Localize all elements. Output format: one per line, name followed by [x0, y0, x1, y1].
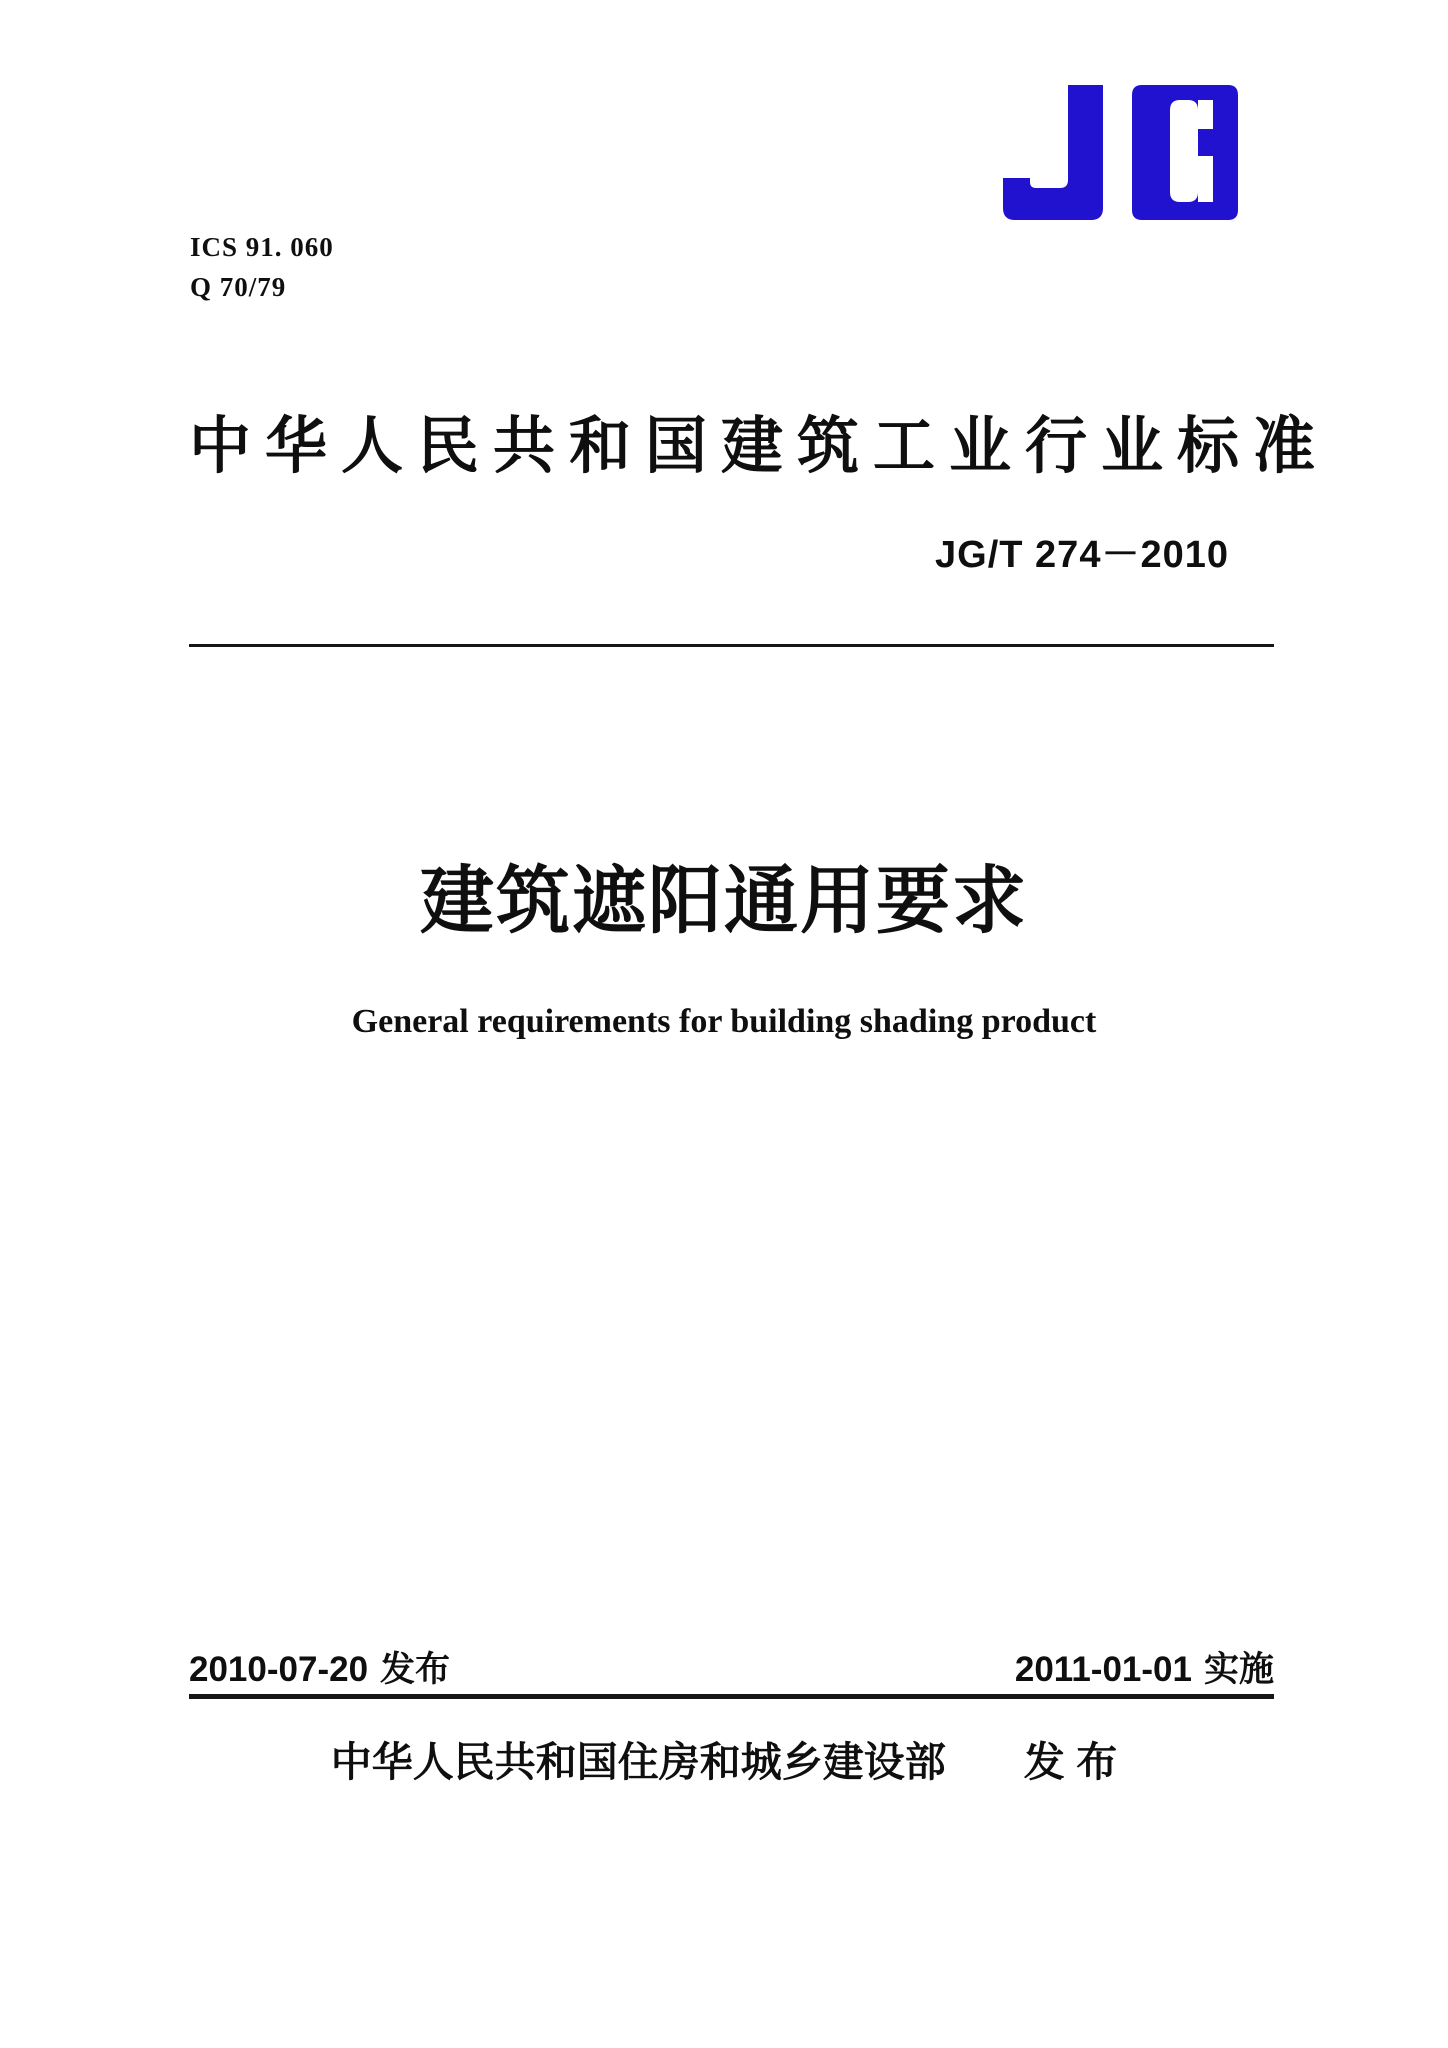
- issue-date-group: [189, 1652, 450, 1687]
- issuer-row: [0, 1739, 1448, 1785]
- jg-logo-letter-j: [1003, 85, 1103, 220]
- ics-code: ICS 91. 060: [190, 232, 334, 262]
- footer-rule: [189, 1694, 1274, 1699]
- standard-category-heading: 中华人民共和国建筑工业行业标准: [189, 412, 1330, 481]
- document-class-code: Q 70/79: [190, 272, 287, 302]
- implement-date-label: 实施: [1203, 1650, 1274, 1689]
- standard-number: JG/T 274－2010: [935, 534, 1229, 576]
- issuer-name: 中华人民共和国住房和城乡建设部: [330, 1739, 946, 1785]
- implement-date: 2011-01-01: [1014, 1650, 1192, 1689]
- issuer-action-label: 发 布: [1023, 1739, 1118, 1785]
- issue-date-label: 发布: [380, 1650, 451, 1689]
- implement-date-group: [1015, 1652, 1274, 1687]
- document-title-cn: 建筑遮阳通用要求: [420, 859, 1028, 942]
- jg-logo-letter-g: [1132, 85, 1238, 220]
- document-title-en: General requirements for building shading product: [351, 1003, 1097, 1040]
- header-rule: [189, 644, 1274, 647]
- dates-row: [189, 1652, 1274, 1687]
- issue-date: 2010-07-20: [189, 1650, 369, 1689]
- jg-logo-icon: [1003, 85, 1238, 220]
